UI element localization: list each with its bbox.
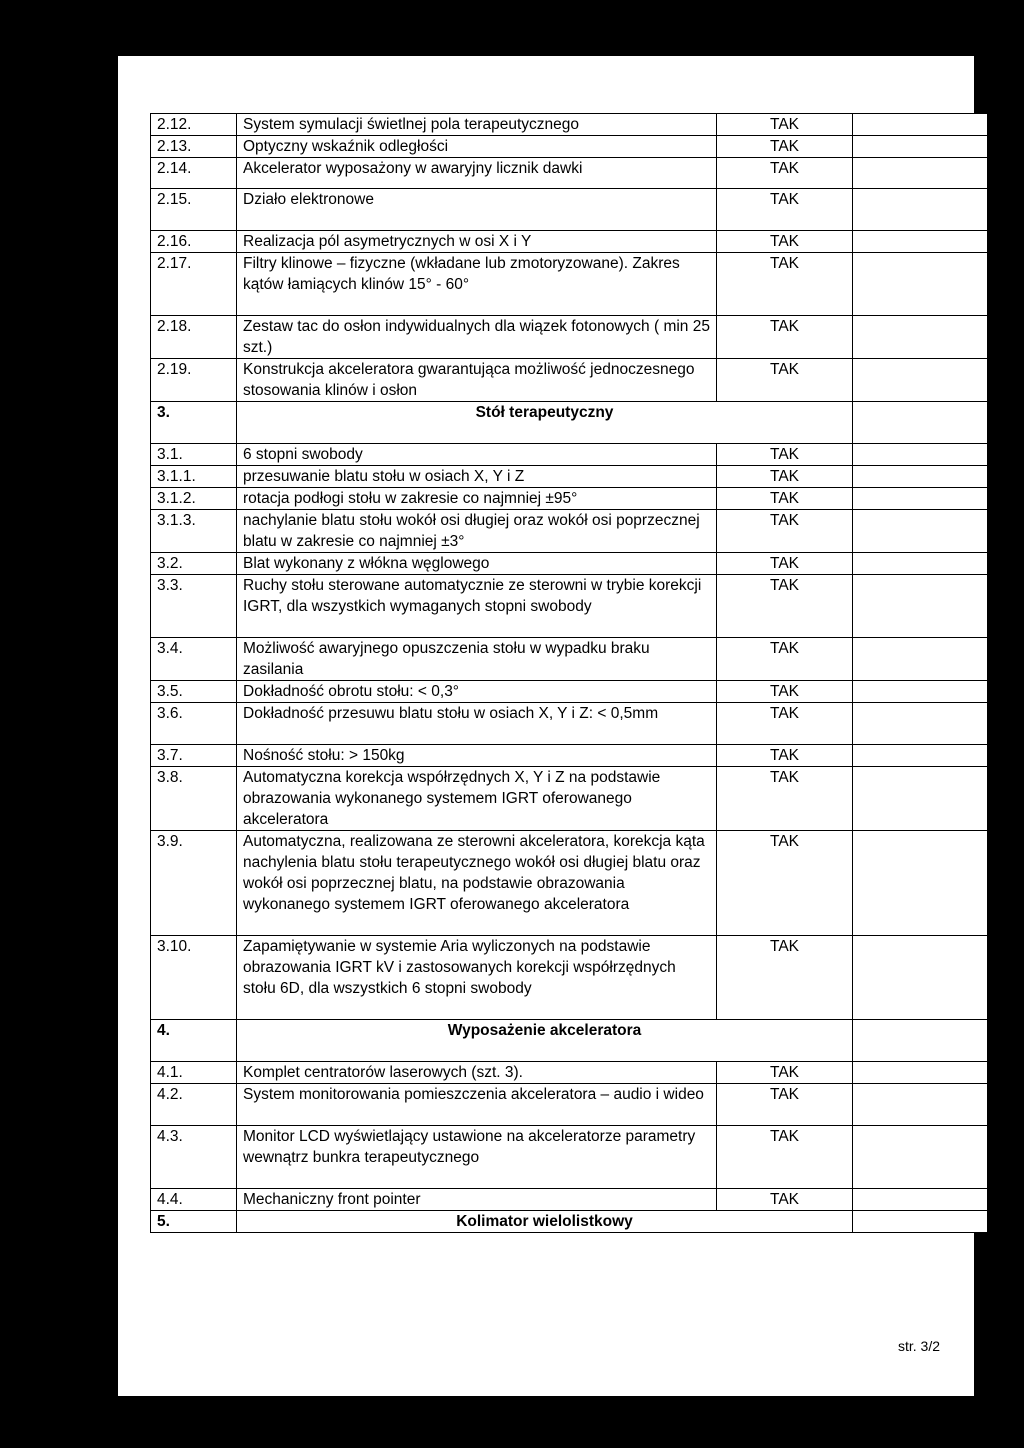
empty-cell (853, 553, 988, 575)
row-description: Działo elektronowe (237, 189, 717, 231)
empty-cell (853, 831, 988, 936)
table-row (151, 466, 988, 488)
table-row (151, 510, 988, 553)
row-value: TAK (717, 767, 853, 831)
row-number: 4.1. (151, 1062, 237, 1084)
row-number: 2.12. (151, 114, 237, 136)
empty-cell (853, 1211, 988, 1233)
page-number: str. 3/2 (897, 1338, 940, 1354)
row-number: 4.2. (151, 1084, 237, 1126)
row-number: 3.1.2. (151, 488, 237, 510)
row-value: TAK (717, 638, 853, 681)
row-description: Możliwość awaryjnego opuszczenia stołu w wypadku braku zasilania (237, 638, 717, 681)
row-description: Ruchy stołu sterowane automatycznie ze sterowni w trybie korekcji IGRT, dla wszystkich wymaganych stopni swobody (237, 575, 717, 638)
table-row (151, 1084, 988, 1126)
table-row (151, 114, 988, 136)
row-number: 3.7. (151, 745, 237, 767)
row-number: 5. (151, 1211, 237, 1233)
row-number: 3.6. (151, 703, 237, 745)
row-number: 2.18. (151, 316, 237, 359)
section-header-row (151, 402, 988, 444)
empty-cell (853, 253, 988, 316)
row-value: TAK (717, 114, 853, 136)
row-value: TAK (717, 444, 853, 466)
table-row (151, 1062, 988, 1084)
table-row (151, 231, 988, 253)
row-description: System symulacji świetlnej pola terapeutycznego (237, 114, 717, 136)
table-row (151, 444, 988, 466)
row-value: TAK (717, 553, 853, 575)
empty-cell (853, 575, 988, 638)
table-row (151, 1126, 988, 1189)
table-row (151, 488, 988, 510)
row-value: TAK (717, 681, 853, 703)
row-value: TAK (717, 466, 853, 488)
row-description: nachylanie blatu stołu wokół osi długiej oraz wokół osi poprzecznej blatu w zakresie co najmniej ±3° (237, 510, 717, 553)
table-row (151, 359, 988, 402)
row-value: TAK (717, 575, 853, 638)
row-description: Dokładność przesuwu blatu stołu w osiach X, Y i Z: < 0,5mm (237, 703, 717, 745)
row-value: TAK (717, 1084, 853, 1126)
row-description: Optyczny wskaźnik odległości (237, 136, 717, 158)
row-description: Blat wykonany z włókna węglowego (237, 553, 717, 575)
table-row (151, 703, 988, 745)
empty-cell (853, 681, 988, 703)
empty-cell (853, 189, 988, 231)
row-number: 2.13. (151, 136, 237, 158)
row-description: przesuwanie blatu stołu w osiach X, Y i Z (237, 466, 717, 488)
empty-cell (853, 510, 988, 553)
row-value: TAK (717, 316, 853, 359)
empty-cell (853, 158, 988, 189)
row-number: 3.4. (151, 638, 237, 681)
row-number: 3.1.3. (151, 510, 237, 553)
table-row (151, 936, 988, 1020)
row-number: 3.9. (151, 831, 237, 936)
row-value: TAK (717, 510, 853, 553)
row-description: rotacja podłogi stołu w zakresie co najmniej ±95° (237, 488, 717, 510)
empty-cell (853, 1189, 988, 1211)
empty-cell (853, 359, 988, 402)
row-value: TAK (717, 488, 853, 510)
empty-cell (853, 466, 988, 488)
row-description: Mechaniczny front pointer (237, 1189, 717, 1211)
row-description: Monitor LCD wyświetlający ustawione na akceleratorze parametry wewnątrz bunkra terapeutycznego (237, 1126, 717, 1189)
row-value: TAK (717, 1062, 853, 1084)
row-value: TAK (717, 1126, 853, 1189)
specification-table (150, 113, 988, 1233)
table-row (151, 575, 988, 638)
row-value: TAK (717, 1189, 853, 1211)
empty-cell (853, 1126, 988, 1189)
empty-cell (853, 136, 988, 158)
empty-cell (853, 745, 988, 767)
row-description: Akcelerator wyposażony w awaryjny licznik dawki (237, 158, 717, 189)
row-number: 2.16. (151, 231, 237, 253)
row-number: 3.5. (151, 681, 237, 703)
row-number: 3.10. (151, 936, 237, 1020)
table-row (151, 316, 988, 359)
row-description: Automatyczna, realizowana ze sterowni akceleratora, korekcja kąta nachylenia blatu stołu terapeutycznego wokół osi długiej blatu oraz wokół osi poprzecznej blatu, na podstawie obrazowania wykonanego systemem IGRT oferowanego akceleratora (237, 831, 717, 936)
row-value: TAK (717, 745, 853, 767)
row-number: 2.15. (151, 189, 237, 231)
row-number: 2.17. (151, 253, 237, 316)
empty-cell (853, 638, 988, 681)
empty-cell (853, 703, 988, 745)
table-row (151, 745, 988, 767)
row-value: TAK (717, 359, 853, 402)
empty-cell (853, 1062, 988, 1084)
table-row (151, 681, 988, 703)
table-row (151, 189, 988, 231)
row-value: TAK (717, 253, 853, 316)
table-row (151, 136, 988, 158)
section-header-row (151, 1020, 988, 1062)
empty-cell (853, 114, 988, 136)
section-title: Kolimator wielolistkowy (237, 1211, 853, 1233)
row-value: TAK (717, 231, 853, 253)
empty-cell (853, 402, 988, 444)
row-value: TAK (717, 189, 853, 231)
row-description: Konstrukcja akceleratora gwarantująca możliwość jednoczesnego stosowania klinów i osłon (237, 359, 717, 402)
row-number: 3.2. (151, 553, 237, 575)
row-value: TAK (717, 936, 853, 1020)
row-value: TAK (717, 703, 853, 745)
row-description: 6 stopni swobody (237, 444, 717, 466)
section-title: Wyposażenie akceleratora (237, 1020, 853, 1062)
row-description: Nośność stołu: > 150kg (237, 745, 717, 767)
row-description: System monitorowania pomieszczenia akceleratora – audio i wideo (237, 1084, 717, 1126)
row-number: 2.14. (151, 158, 237, 189)
empty-cell (853, 767, 988, 831)
row-description: Zestaw tac do osłon indywidualnych dla wiązek fotonowych ( min 25 szt.) (237, 316, 717, 359)
row-description: Automatyczna korekcja współrzędnych X, Y i Z na podstawie obrazowania wykonanego systemem IGRT oferowanego akceleratora (237, 767, 717, 831)
row-number: 3. (151, 402, 237, 444)
section-title: Stół terapeutyczny (237, 402, 853, 444)
row-description: Realizacja pól asymetrycznych w osi X i Y (237, 231, 717, 253)
row-value: TAK (717, 158, 853, 189)
section-header-row (151, 1211, 988, 1233)
row-number: 4.3. (151, 1126, 237, 1189)
row-description: Zapamiętywanie w systemie Aria wyliczonych na podstawie obrazowania IGRT kV i zastosowanych korekcji współrzędnych stołu 6D, dla wszystkich 6 stopni swobody (237, 936, 717, 1020)
table-row (151, 158, 988, 189)
row-description: Komplet centratorów laserowych (szt. 3). (237, 1062, 717, 1084)
row-description: Dokładność obrotu stołu: < 0,3° (237, 681, 717, 703)
row-number: 3.3. (151, 575, 237, 638)
empty-cell (853, 316, 988, 359)
table-row (151, 767, 988, 831)
table-row (151, 253, 988, 316)
row-value: TAK (717, 831, 853, 936)
row-number: 3.8. (151, 767, 237, 831)
row-number: 4.4. (151, 1189, 237, 1211)
empty-cell (853, 444, 988, 466)
row-description: Filtry klinowe – fizyczne (wkładane lub zmotoryzowane). Zakres kątów łamiących klinów 15° - 60° (237, 253, 717, 316)
empty-cell (853, 1020, 988, 1062)
empty-cell (853, 936, 988, 1020)
empty-cell (853, 1084, 988, 1126)
table-row (151, 638, 988, 681)
row-number: 4. (151, 1020, 237, 1062)
row-value: TAK (717, 136, 853, 158)
table-row (151, 831, 988, 936)
table-row (151, 1189, 988, 1211)
row-number: 3.1.1. (151, 466, 237, 488)
table-row (151, 553, 988, 575)
row-number: 2.19. (151, 359, 237, 402)
empty-cell (853, 488, 988, 510)
row-number: 3.1. (151, 444, 237, 466)
empty-cell (853, 231, 988, 253)
